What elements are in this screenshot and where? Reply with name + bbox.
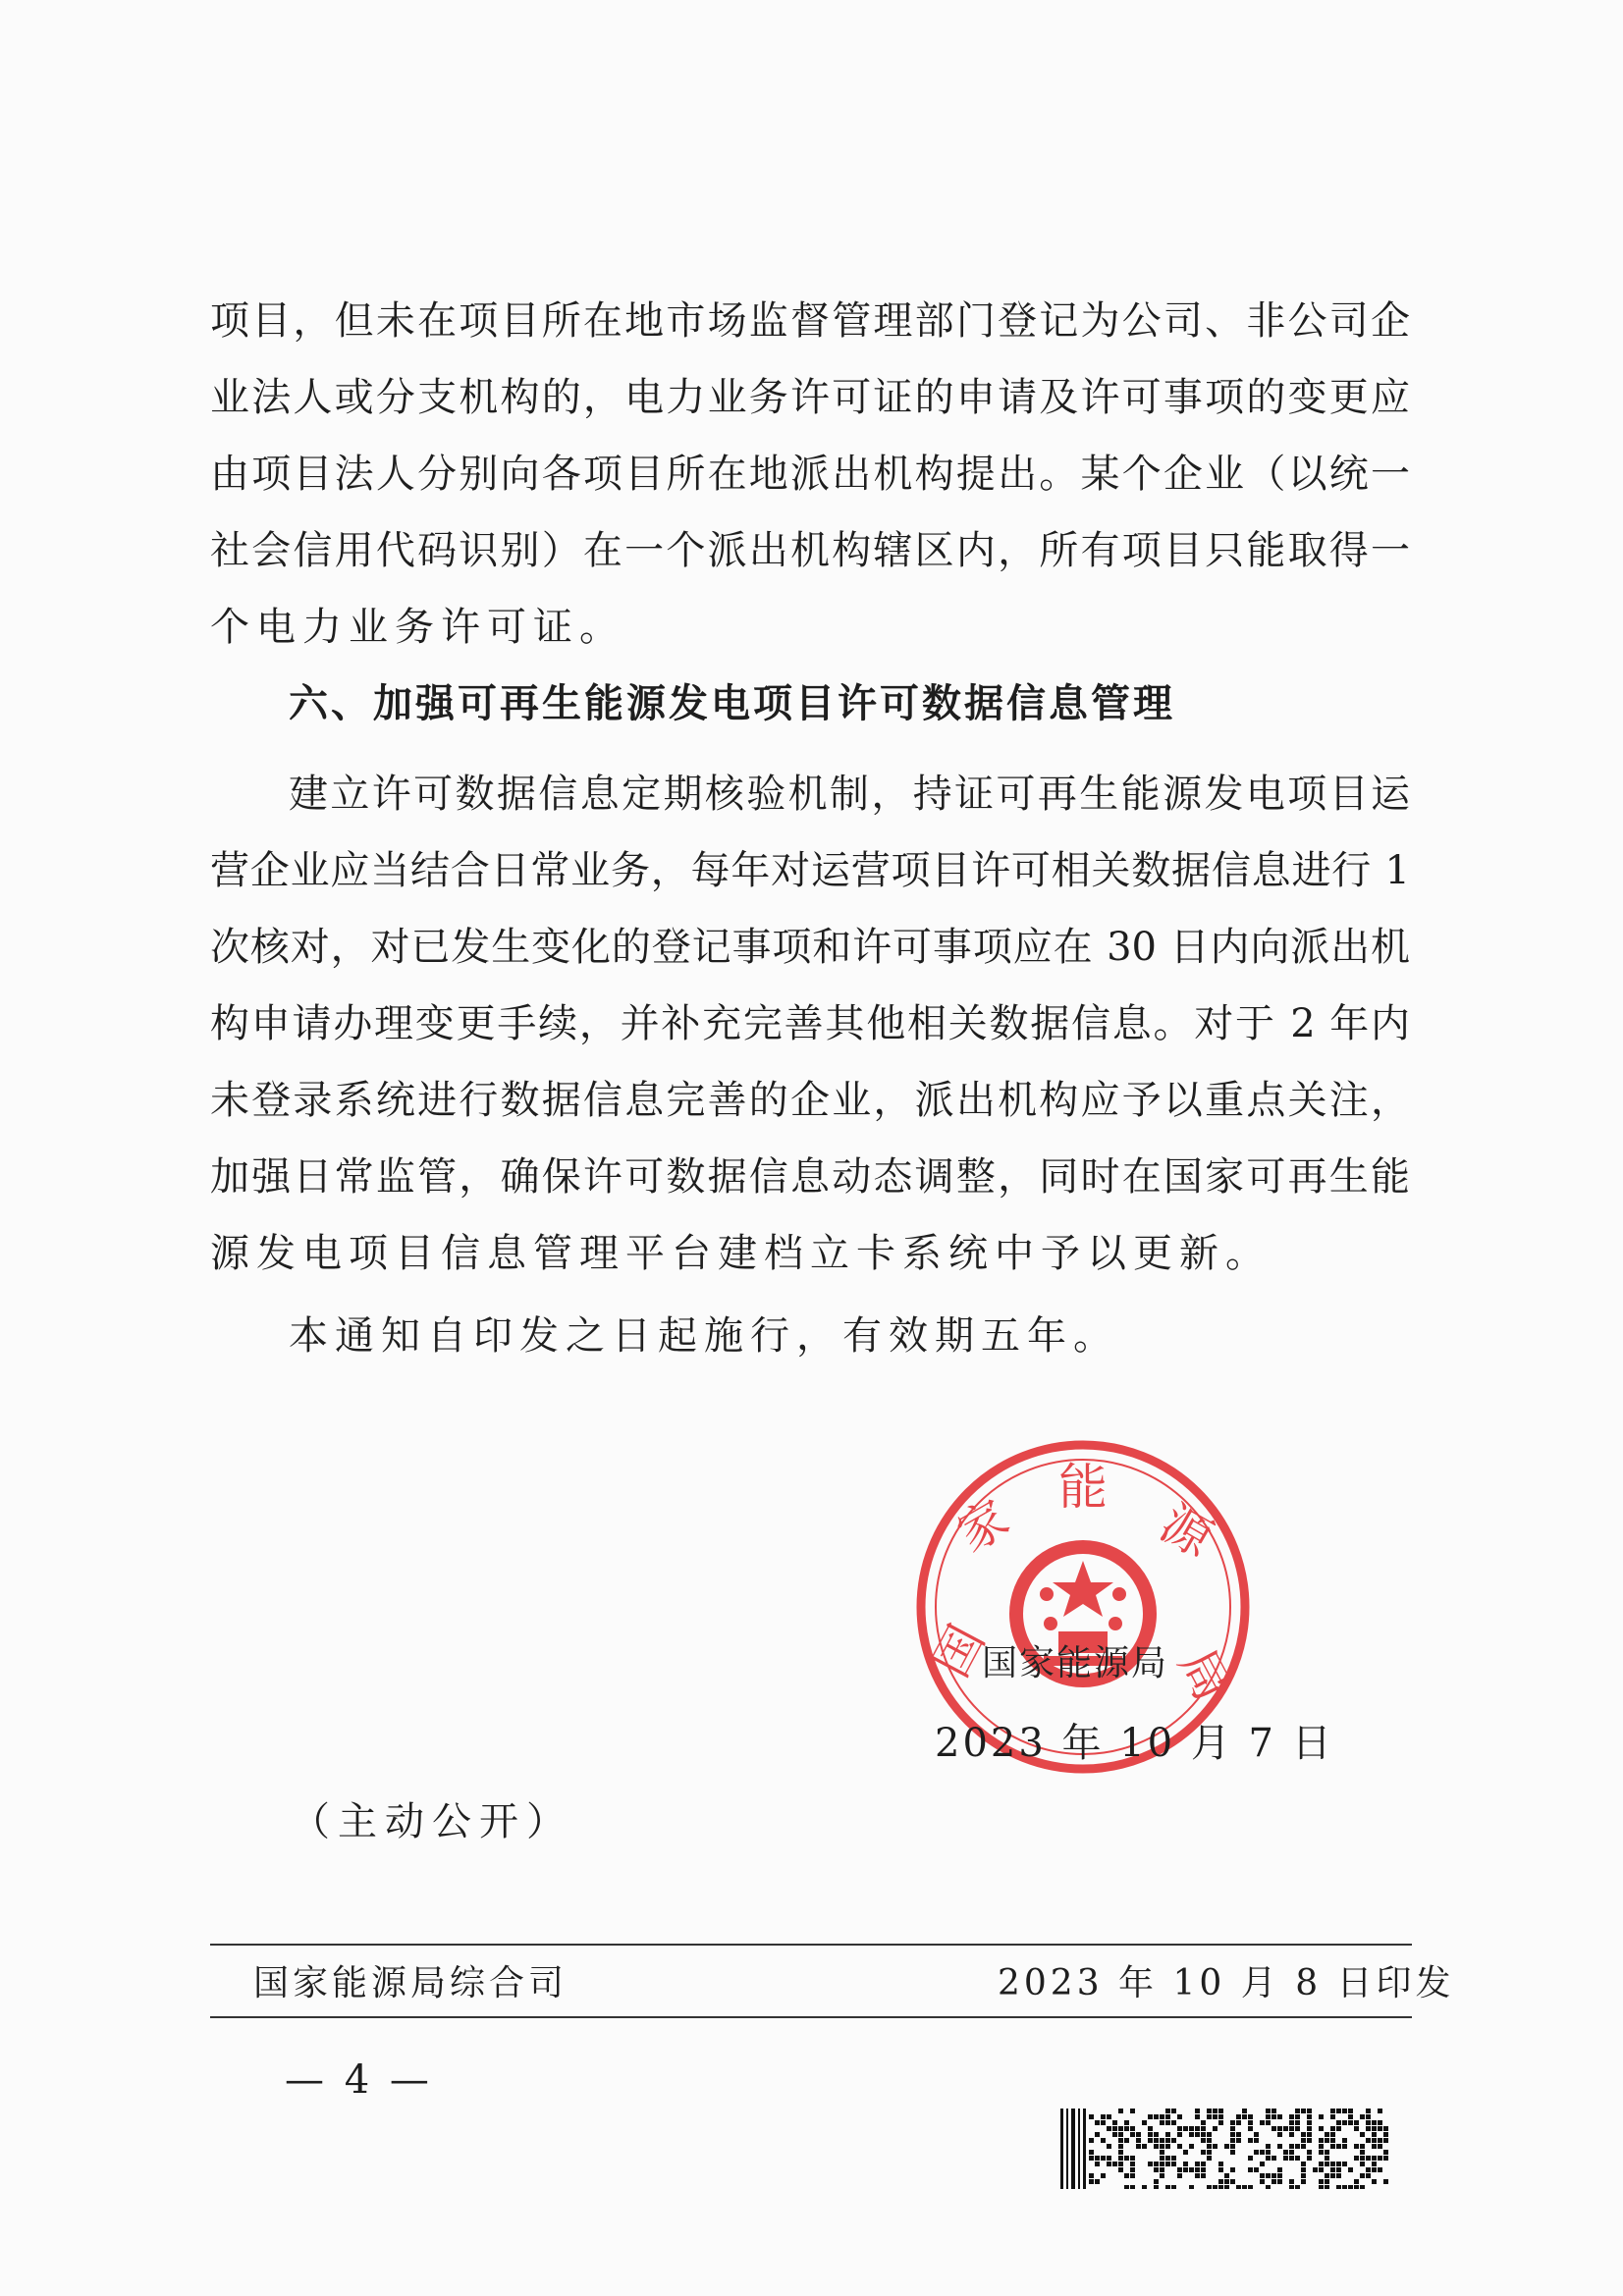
footer-issuer: 国家能源局综合司 xyxy=(253,1963,568,2003)
body-line: 社会信用代码识别）在一个派出机构辖区内，所有项目只能取得一 xyxy=(210,528,1410,573)
svg-text:源: 源 xyxy=(1151,1494,1222,1569)
svg-text:能: 能 xyxy=(1058,1459,1108,1516)
section-line: 建立许可数据信息定期核验机制，持证可再生能源发电项目运 xyxy=(289,772,1410,817)
section-line: 源发电项目信息管理平台建档立卡系统中予以更新。 xyxy=(210,1231,1271,1276)
disclosure-label: （主动公开） xyxy=(291,1799,573,1844)
footer-issue-date: 2023 年 10 月 8 日印发 xyxy=(998,1963,1455,2003)
section-line: 次核对，对已发生变化的登记事项和许可事项应在 30 日内向派出机 xyxy=(210,925,1410,970)
barcode-icon xyxy=(1060,2109,1394,2189)
footer-bottom-rule xyxy=(210,2016,1412,2018)
footer-top-rule xyxy=(210,1944,1412,1946)
body-line: 由项目法人分别向各项目所在地派出机构提出。某个企业（以统一 xyxy=(210,452,1410,497)
signature-organization: 国家能源局 xyxy=(982,1643,1169,1683)
page-number: — 4 — xyxy=(285,2057,433,2103)
section-line: 加强日常监管，确保许可数据信息动态调整，同时在国家可再生能 xyxy=(210,1154,1410,1200)
closing-line: 本通知自印发之日起施行，有效期五年。 xyxy=(289,1313,1119,1359)
body-line: 项目，但未在项目所在地市场监督管理部门登记为公司、非公司企 xyxy=(210,298,1410,344)
section-line: 未登录系统进行数据信息完善的企业，派出机构应予以重点关注， xyxy=(210,1078,1410,1123)
svg-text:局: 局 xyxy=(1167,1639,1242,1710)
svg-text:家: 家 xyxy=(947,1489,1019,1564)
section-line: 营企业应当结合日常业务，每年对运营项目许可相关数据信息进行 1 xyxy=(210,848,1410,893)
section-line: 构申请办理变更手续，并补充完善其他相关数据信息。对于 2 年内 xyxy=(210,1001,1410,1046)
section-heading: 六、加强可再生能源发电项目许可数据信息管理 xyxy=(289,681,1175,726)
body-line: 业法人或分支机构的，电力业务许可证的申请及许可事项的变更应 xyxy=(210,375,1410,420)
body-line: 个电力业务许可证。 xyxy=(210,605,625,650)
svg-text:国: 国 xyxy=(922,1616,997,1686)
signature-date: 2023 年 10 月 7 日 xyxy=(935,1721,1334,1766)
